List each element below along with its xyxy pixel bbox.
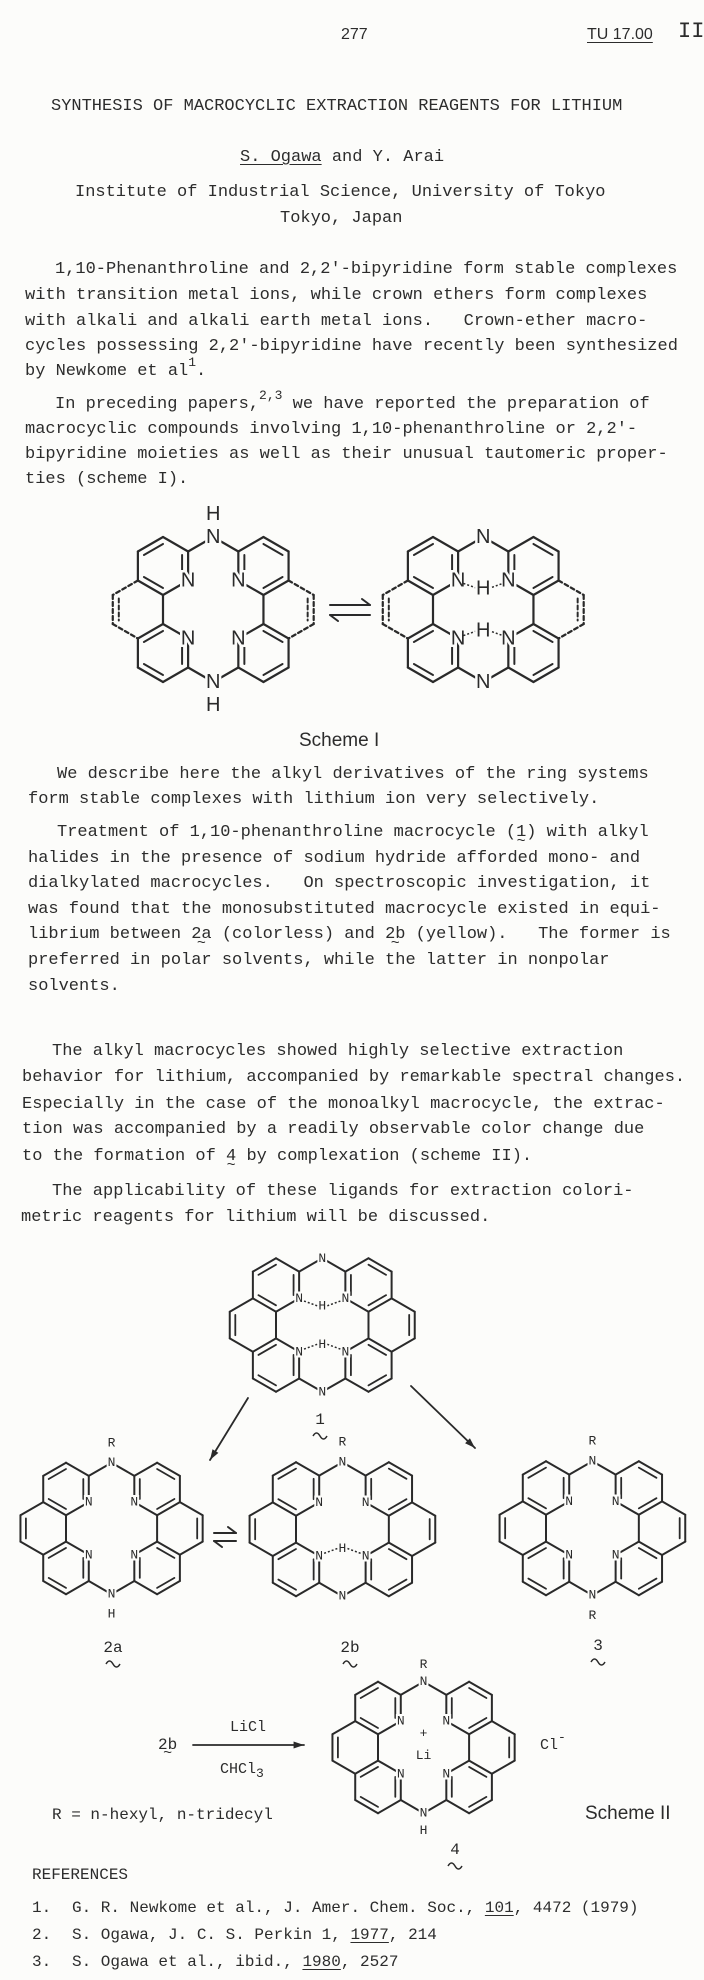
bond <box>345 1378 368 1391</box>
text-line: The applicability of these ligands for extraction colori- <box>52 1182 634 1201</box>
reference-item <box>32 1923 437 1947</box>
hydrogen-bond <box>347 1548 360 1553</box>
author-arai: Y. Arai <box>372 148 445 167</box>
bond <box>134 1581 157 1594</box>
counterion <box>540 1730 566 1758</box>
bond <box>383 581 408 596</box>
bond <box>157 1502 180 1515</box>
reaction-arrow-to-2a <box>210 1398 248 1460</box>
text-line: 1,10-Phenanthroline and 2,2'-bipyridine form stable complexes <box>55 260 678 279</box>
nitrogen-atom-label: N <box>396 1766 405 1782</box>
reference-item <box>32 1950 398 1974</box>
nitrogen-atom-label: N <box>476 526 491 548</box>
bond <box>20 1502 43 1515</box>
bond <box>273 1583 296 1596</box>
nitrogen-atom-label: N <box>295 1344 304 1360</box>
text-line: preferred in polar solvents, while the latter in nonpolar <box>28 951 610 970</box>
tilde-underline-icon <box>591 1659 605 1665</box>
bond <box>368 1338 391 1351</box>
bond <box>412 1502 435 1515</box>
session-roman: II <box>678 19 704 44</box>
lithium-cation-label: Li <box>415 1747 432 1763</box>
nitrogen-atom-label: N <box>361 1548 370 1564</box>
nitrogen-atom-label: N <box>396 1713 405 1729</box>
compound-label-3: 3 <box>593 1637 603 1655</box>
bond <box>408 537 433 552</box>
compound-1 <box>230 1251 415 1400</box>
nitrogen-atom-label: N <box>231 569 246 592</box>
bond <box>616 1461 639 1474</box>
substituent-label: H <box>206 502 221 525</box>
nitrogen-atom-label: N <box>231 627 246 650</box>
text-line: metric reagents for lithium will be discussed. <box>21 1208 491 1227</box>
text: Treatment of 1,10-phenanthroline macrocycle ( <box>57 823 517 842</box>
bond <box>138 668 163 683</box>
text: . <box>196 362 207 381</box>
bridging-hydrogen-label: H <box>476 577 491 600</box>
reference-text: S. Ogawa et al., ibid., <box>72 1953 303 1971</box>
bond <box>66 1463 89 1476</box>
cation-charge: + <box>419 1725 428 1741</box>
reference-item <box>32 1896 639 1920</box>
bond <box>253 1338 276 1351</box>
substituent-label: R <box>419 1657 428 1673</box>
reference-year: 1980 <box>302 1953 341 1971</box>
bond <box>238 668 263 683</box>
bond <box>389 1502 412 1515</box>
compound-ref-2b: 2b ~ <box>158 1733 177 1757</box>
substituent-label: R <box>338 1434 347 1450</box>
tilde-underline-icon <box>106 1661 120 1667</box>
bond <box>523 1461 546 1474</box>
compound-4 <box>332 1657 514 1838</box>
text: In preceding papers, <box>55 395 260 414</box>
bond <box>523 1501 546 1514</box>
text-line: cycles possessing 2,2'-bipyridine have recently been synthesized <box>25 337 678 356</box>
bond <box>43 1463 66 1476</box>
bond <box>662 1501 685 1514</box>
text: we have reported the preparation of <box>282 395 650 414</box>
reference-number: 1. <box>32 1899 52 1917</box>
bond <box>392 1338 415 1351</box>
bond <box>355 1761 378 1774</box>
bond <box>546 1582 569 1595</box>
substituent-label: H <box>419 1822 428 1838</box>
bond <box>273 1543 296 1556</box>
bond <box>296 1462 319 1475</box>
arrowhead-icon <box>210 1449 218 1460</box>
bond <box>368 1298 391 1311</box>
bond <box>533 668 558 683</box>
bond <box>355 1721 378 1734</box>
bridging-hydrogen-label: H <box>476 619 491 642</box>
solvent-text: CHCl <box>220 1761 257 1778</box>
nitrogen-atom-label: N <box>180 627 196 650</box>
bond <box>263 624 288 639</box>
nitrogen-atom-label: N <box>565 1547 574 1563</box>
text-line: was found that the monosubstituted macrocycle existed in equi- <box>28 900 661 919</box>
substituent-label: R <box>107 1435 116 1451</box>
paper-title: SYNTHESIS OF MACROCYCLIC EXTRACTION REAGENTS FOR LITHIUM <box>51 97 623 116</box>
bond <box>163 668 188 683</box>
nitrogen-atom-label: N <box>315 1548 324 1564</box>
bridging-hydrogen-label: H <box>318 1336 327 1352</box>
nitrogen-atom-label: N <box>419 1674 428 1690</box>
bond <box>412 1543 435 1556</box>
scheme-1-label: Scheme I <box>299 730 380 751</box>
text-line: tion was accompanied by a readily observable color change due <box>22 1120 645 1139</box>
compound-label-4: 4 <box>450 1841 460 1859</box>
nitrogen-atom-label: N <box>611 1493 620 1509</box>
solvent-subscript: 3 <box>256 1766 264 1781</box>
text-line: Especially in the case of the monoalkyl macrocycle, the extrac- <box>22 1095 665 1114</box>
text-line: dialkylated macrocycles. On spectroscopic investigation, it <box>28 874 651 893</box>
bond <box>66 1581 89 1594</box>
compound-ref-2b: 2b ~ <box>385 923 405 947</box>
bond <box>368 1378 391 1391</box>
nitrogen-atom-label: N <box>338 1588 347 1604</box>
bond <box>378 1682 401 1695</box>
reaction-start <box>158 1733 177 1757</box>
bond <box>180 1542 203 1555</box>
text: (yellow). The former is <box>405 925 671 944</box>
bond <box>238 537 263 552</box>
bond <box>253 1258 276 1271</box>
nitrogen-atom-label: N <box>501 569 516 592</box>
bridging-hydrogen-label: H <box>318 1298 327 1314</box>
substituent-label: H <box>107 1606 116 1622</box>
bond <box>134 1463 157 1476</box>
nitrogen-atom-label: N <box>318 1384 327 1400</box>
text: librium between <box>28 925 192 944</box>
text-line: We describe here the alkyl derivatives of the ring systems <box>57 765 649 784</box>
equilibrium-arrows-icon <box>214 1527 236 1547</box>
bond <box>469 1800 492 1813</box>
text: ) with alkyl <box>526 823 649 842</box>
bond <box>180 1502 203 1515</box>
bond <box>492 1761 515 1774</box>
bond <box>20 1542 43 1555</box>
bond <box>508 668 533 683</box>
compound-label-2a: 2a <box>103 1639 123 1657</box>
substituent-label: H <box>206 694 221 717</box>
bond <box>392 1298 415 1311</box>
bond <box>43 1542 66 1555</box>
substituent-label: R <box>588 1607 597 1623</box>
author-ogawa: S. Ogawa <box>240 148 322 167</box>
nitrogen-atom-label: N <box>341 1344 350 1360</box>
text-line: form stable complexes with lithium ion very selectively. <box>28 790 600 809</box>
reaction-arrow-licl <box>193 1742 304 1749</box>
bond <box>250 1543 273 1556</box>
bond <box>662 1542 685 1555</box>
bond <box>332 1761 355 1774</box>
bond <box>366 1583 389 1596</box>
bond <box>368 1258 391 1271</box>
bond <box>639 1582 662 1595</box>
reference-text: , 214 <box>388 1926 437 1944</box>
bond <box>230 1338 253 1351</box>
nitrogen-atom-label: N <box>361 1494 370 1510</box>
compound-ref-1: 1 ~ <box>516 821 526 845</box>
reference-text: G. R. Newkome et al., J. Amer. Chem. Soc., <box>72 1899 485 1917</box>
nitrogen-atom-label: N <box>180 569 196 592</box>
references-heading: REFERENCES <box>32 1866 129 1884</box>
bond <box>273 1462 296 1475</box>
r-definition: R = n-hexyl, n-tridecyl <box>52 1806 273 1824</box>
text-line: bipyridine moieties as well as their unusual tautomeric proper- <box>25 445 668 464</box>
nitrogen-atom-label: N <box>130 1547 139 1563</box>
bond <box>469 1721 492 1734</box>
reaction-arrow-to-3 <box>411 1386 475 1448</box>
tilde-underline-icon <box>448 1863 462 1869</box>
bond <box>378 1800 401 1813</box>
bond <box>289 624 314 639</box>
nitrogen-atom-label: N <box>565 1493 574 1509</box>
nitrogen-atom-label: N <box>442 1766 451 1782</box>
substituent-label: R <box>588 1433 597 1449</box>
reference-year: 1977 <box>350 1926 389 1944</box>
bond <box>433 537 458 552</box>
bond <box>389 1543 412 1556</box>
bond <box>230 1298 253 1311</box>
hydrogen-bond <box>327 1344 340 1349</box>
bond <box>446 1682 469 1695</box>
reference-volume: 101 <box>484 1899 514 1917</box>
bond <box>113 581 138 596</box>
bond <box>523 1542 546 1555</box>
bond <box>138 624 163 639</box>
counterion-charge: - <box>558 1730 566 1745</box>
hydrogen-bond <box>304 1344 317 1349</box>
nitrogen-atom-label: N <box>107 1455 116 1471</box>
nitrogen-atom-label: N <box>206 671 221 693</box>
bond <box>408 668 433 683</box>
bond <box>533 581 558 596</box>
reference-text: , 2527 <box>340 1953 399 1971</box>
bond <box>500 1542 523 1555</box>
citation-2-3: 2,3 <box>259 388 283 404</box>
scheme-2-label: Scheme II <box>585 1803 671 1824</box>
bond <box>492 1721 515 1734</box>
text: by complexation (scheme II). <box>236 1147 533 1166</box>
compound-ref-4: 4 ~ <box>226 1145 236 1169</box>
nitrogen-atom-label: N <box>501 627 516 650</box>
bond <box>276 1258 299 1271</box>
scheme-1-imine-tautomer <box>383 526 584 693</box>
bond <box>276 1378 299 1391</box>
reference-text: S. Ogawa, J. C. S. Perkin 1, <box>72 1926 351 1944</box>
bond <box>263 581 288 596</box>
bond <box>639 1501 662 1514</box>
citation-1: 1 <box>188 355 197 371</box>
nitrogen-atom-label: N <box>315 1494 324 1510</box>
compound-2b <box>250 1435 436 1604</box>
nitrogen-atom-label: N <box>338 1454 347 1470</box>
bond <box>43 1502 66 1515</box>
bond <box>408 581 433 596</box>
text-line: ties (scheme I). <box>25 470 189 489</box>
nitrogen-atom-label: N <box>341 1290 350 1306</box>
scheme-1-amine-tautomer <box>113 503 314 716</box>
compound-label-1: 1 <box>315 1411 325 1429</box>
bond <box>616 1582 639 1595</box>
nitrogen-atom-label: N <box>206 526 221 548</box>
tilde-underline-icon <box>313 1433 327 1439</box>
nitrogen-atom-label: N <box>130 1494 139 1510</box>
compound-ref-2a: 2a ~ <box>191 923 211 947</box>
affiliation-line2: Tokyo, Japan <box>280 209 403 228</box>
reference-number: 3. <box>32 1953 52 1971</box>
bond <box>355 1800 378 1813</box>
bond <box>366 1462 389 1475</box>
nitrogen-atom-label: N <box>611 1547 620 1563</box>
bond <box>546 1461 569 1474</box>
solvent <box>220 1758 264 1782</box>
nitrogen-atom-label: N <box>295 1290 304 1306</box>
reagent: LiCl <box>230 1719 267 1736</box>
reference-text: , 4472 (1979) <box>513 1899 639 1917</box>
text: by Newkome et al <box>25 362 189 381</box>
text-line: with alkali and alkali earth metal ions. Crown-ether macro- <box>25 312 648 331</box>
bond <box>559 581 584 596</box>
text-line: with transition metal ions, while crown ethers form complexes <box>25 286 648 305</box>
nitrogen-atom-label: N <box>450 569 466 592</box>
bond <box>157 1542 180 1555</box>
session-code: TU 17.00 <box>587 26 653 43</box>
text: to the formation of <box>22 1147 227 1166</box>
arrowhead-icon <box>294 1742 304 1749</box>
bridging-hydrogen-label: H <box>338 1540 347 1556</box>
compound-3 <box>500 1434 686 1623</box>
compound-2a <box>20 1435 202 1621</box>
compound-label-2b: 2b <box>340 1639 360 1657</box>
nitrogen-atom-label: N <box>476 671 491 693</box>
bond <box>138 581 163 596</box>
nitrogen-atom-label: N <box>588 1453 597 1469</box>
nitrogen-atom-label: N <box>107 1586 116 1602</box>
bond <box>559 624 584 639</box>
counterion-symbol: Cl <box>540 1737 559 1754</box>
bond <box>469 1682 492 1695</box>
nitrogen-atom-label: N <box>318 1250 327 1266</box>
text-line: solvents. <box>28 977 120 996</box>
bond <box>289 581 314 596</box>
bond <box>523 1582 546 1595</box>
bond <box>433 668 458 683</box>
bond <box>138 537 163 552</box>
author-joiner: and <box>321 148 373 167</box>
bond <box>250 1502 273 1515</box>
bond <box>332 1721 355 1734</box>
bond <box>263 537 288 552</box>
bond <box>43 1581 66 1594</box>
bond <box>263 668 288 683</box>
nitrogen-atom-label: N <box>84 1494 93 1510</box>
reference-number: 2. <box>32 1926 52 1944</box>
text-line: macrocyclic compounds involving 1,10-phenanthroline or 2,2'- <box>25 420 638 439</box>
bond <box>210 1398 248 1460</box>
tilde-underline-icon <box>343 1661 357 1667</box>
affiliation-line1: Institute of Industrial Science, University of Tokyo <box>75 183 606 202</box>
bond <box>500 1501 523 1514</box>
bond <box>469 1761 492 1774</box>
equilibrium-arrows-icon <box>330 599 370 621</box>
nitrogen-atom-label: N <box>450 627 466 650</box>
bond <box>253 1298 276 1311</box>
nitrogen-atom-label: N <box>588 1587 597 1603</box>
page-number: 277 <box>341 26 368 43</box>
nitrogen-atom-label: N <box>419 1805 428 1821</box>
text-line: The alkyl macrocycles showed highly selective extraction <box>52 1042 624 1061</box>
bond <box>113 624 138 639</box>
bond <box>345 1258 368 1271</box>
bond <box>639 1461 662 1474</box>
bond <box>163 537 188 552</box>
bond <box>253 1378 276 1391</box>
bond <box>383 624 408 639</box>
nitrogen-atom-label: N <box>84 1547 93 1563</box>
bond <box>355 1682 378 1695</box>
text-line: halides in the presence of sodium hydride afforded mono- and <box>28 849 641 868</box>
bond <box>408 624 433 639</box>
bond <box>296 1583 319 1596</box>
bond <box>533 537 558 552</box>
bond <box>446 1800 469 1813</box>
bond <box>157 1581 180 1594</box>
hydrogen-bond <box>327 1301 340 1306</box>
nitrogen-atom-label: N <box>442 1713 451 1729</box>
bond <box>533 624 558 639</box>
hydrogen-bond <box>304 1301 317 1306</box>
text: (colorless) and <box>211 925 386 944</box>
bond <box>508 537 533 552</box>
bond <box>411 1386 475 1448</box>
bond <box>157 1463 180 1476</box>
bond <box>389 1462 412 1475</box>
hydrogen-bond <box>324 1548 337 1553</box>
bond <box>273 1502 296 1515</box>
bond <box>389 1583 412 1596</box>
bond <box>639 1542 662 1555</box>
text-line: behavior for lithium, accompanied by remarkable spectral changes. <box>22 1068 686 1087</box>
